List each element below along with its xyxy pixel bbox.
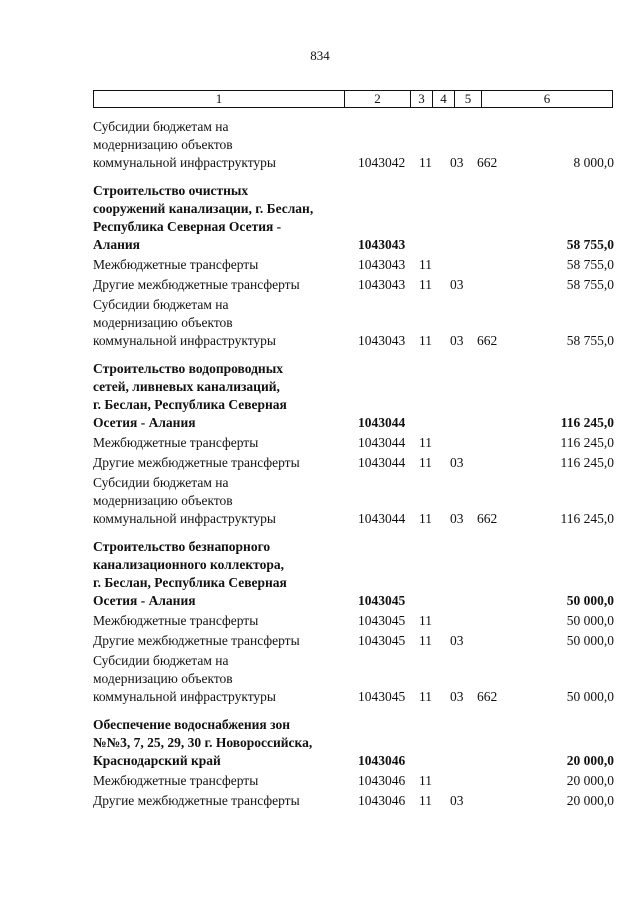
row-name-line: Субсидии бюджетам на xyxy=(93,297,229,312)
row-section: 11 xyxy=(419,455,432,470)
row-code: 1043042 xyxy=(358,155,406,170)
row-name-line: Другие межбюджетные трансферты xyxy=(93,793,300,808)
table-row-section xyxy=(0,360,640,432)
row-code: 1043044 xyxy=(358,455,406,470)
row-code: 1043046 xyxy=(358,753,406,768)
row-name xyxy=(93,792,348,810)
row-name-line: Краснодарский край xyxy=(93,753,221,768)
row-expense-type: 662 xyxy=(477,333,498,348)
row-amount: 116 245,0 xyxy=(560,415,614,430)
table-row-section xyxy=(0,538,640,610)
row-name xyxy=(93,434,348,452)
row-name xyxy=(93,256,348,274)
row-name-line: Субсидии бюджетам на xyxy=(93,653,229,668)
row-code: 1043045 xyxy=(358,633,406,648)
table-row-section xyxy=(0,182,640,254)
row-code: 1043043 xyxy=(358,237,406,252)
row-amount: 58 755,0 xyxy=(566,237,614,252)
row-name-line: г. Беслан, Республика Северная xyxy=(93,397,287,412)
row-name xyxy=(93,276,348,294)
row-name-line: Республика Северная Осетия - xyxy=(93,219,282,234)
table-row xyxy=(0,276,640,294)
table-row xyxy=(0,454,640,472)
row-name-line: Межбюджетные трансферты xyxy=(93,613,259,628)
row-expense-type: 662 xyxy=(477,689,498,704)
row-subsection: 03 xyxy=(450,155,464,170)
row-name-line: Строительство водопроводных xyxy=(93,361,283,376)
row-subsection: 03 xyxy=(450,633,464,648)
row-name xyxy=(93,182,348,254)
row-amount: 20 000,0 xyxy=(566,773,614,788)
row-section: 11 xyxy=(419,793,432,808)
table-row xyxy=(0,118,640,172)
row-name xyxy=(93,632,348,650)
table-row xyxy=(0,772,640,790)
table-header xyxy=(93,90,613,108)
row-code: 1043045 xyxy=(358,689,406,704)
row-name-line: модернизацию объектов xyxy=(93,493,233,508)
row-amount: 50 000,0 xyxy=(566,689,614,704)
row-name-line: Другие межбюджетные трансферты xyxy=(93,633,300,648)
row-subsection: 03 xyxy=(450,333,464,348)
row-name-line: модернизацию объектов xyxy=(93,315,233,330)
row-code: 1043046 xyxy=(358,793,406,808)
row-code: 1043046 xyxy=(358,773,406,788)
row-amount: 50 000,0 xyxy=(566,633,614,648)
row-name xyxy=(93,296,348,350)
row-name xyxy=(93,118,348,172)
row-subsection: 03 xyxy=(450,277,464,292)
row-name-line: Субсидии бюджетам на xyxy=(93,119,229,134)
table-row xyxy=(0,474,640,528)
row-code: 1043044 xyxy=(358,435,406,450)
row-amount: 116 245,0 xyxy=(560,511,614,526)
row-amount: 50 000,0 xyxy=(566,613,614,628)
row-name-line: сетей, ливневых канализаций, xyxy=(93,379,280,394)
row-name-line: канализационного коллектора, xyxy=(93,557,284,572)
row-name-line: Субсидии бюджетам на xyxy=(93,475,229,490)
row-section: 11 xyxy=(419,773,432,788)
row-name-line: сооружений канализации, г. Беслан, xyxy=(93,201,314,216)
header-col-5: 5 xyxy=(455,91,482,107)
table-row xyxy=(0,612,640,630)
row-name-line: Алания xyxy=(93,237,140,252)
row-name xyxy=(93,772,348,790)
row-section: 11 xyxy=(419,633,432,648)
row-name-line: Другие межбюджетные трансферты xyxy=(93,277,300,292)
row-name-line: Межбюджетные трансферты xyxy=(93,257,259,272)
row-code: 1043045 xyxy=(358,613,406,628)
table-row xyxy=(0,256,640,274)
row-amount: 58 755,0 xyxy=(566,257,614,272)
row-name xyxy=(93,454,348,472)
header-col-2: 2 xyxy=(345,91,411,107)
table-row xyxy=(0,632,640,650)
row-name xyxy=(93,474,348,528)
row-section: 11 xyxy=(419,689,432,704)
row-name-line: коммунальной инфраструктуры xyxy=(93,155,276,170)
row-name-line: Строительство безнапорного xyxy=(93,539,271,554)
page-number: 834 xyxy=(310,48,330,63)
row-section: 11 xyxy=(419,333,432,348)
row-name-line: г. Беслан, Республика Северная xyxy=(93,575,287,590)
row-name-line: коммунальной инфраструктуры xyxy=(93,511,276,526)
row-amount: 8 000,0 xyxy=(573,155,614,170)
row-amount: 116 245,0 xyxy=(560,435,614,450)
row-section: 11 xyxy=(419,277,432,292)
row-code: 1043045 xyxy=(358,593,406,608)
row-section: 11 xyxy=(419,155,432,170)
row-section: 11 xyxy=(419,257,432,272)
table-row xyxy=(0,296,640,350)
row-subsection: 03 xyxy=(450,689,464,704)
row-name-line: Межбюджетные трансферты xyxy=(93,773,259,788)
budget-table-body xyxy=(0,118,640,810)
table-row xyxy=(0,652,640,706)
row-name xyxy=(93,716,348,770)
row-name-line: №№3, 7, 25, 29, 30 г. Новороссийска, xyxy=(93,735,313,750)
row-name xyxy=(93,360,348,432)
table-row-section xyxy=(0,716,640,770)
row-section: 11 xyxy=(419,511,432,526)
row-subsection: 03 xyxy=(450,793,464,808)
header-col-1: 1 xyxy=(94,91,345,107)
row-name-line: Межбюджетные трансферты xyxy=(93,435,259,450)
row-name-line: коммунальной инфраструктуры xyxy=(93,333,276,348)
row-name-line: коммунальной инфраструктуры xyxy=(93,689,276,704)
row-name-line: Другие межбюджетные трансферты xyxy=(93,455,300,470)
row-amount: 20 000,0 xyxy=(566,793,614,808)
row-code: 1043043 xyxy=(358,333,406,348)
row-expense-type: 662 xyxy=(477,511,498,526)
row-section: 11 xyxy=(419,613,432,628)
row-name-line: модернизацию объектов xyxy=(93,671,233,686)
row-code: 1043043 xyxy=(358,257,406,272)
row-name xyxy=(93,612,348,630)
row-subsection: 03 xyxy=(450,455,464,470)
row-name-line: Осетия - Алания xyxy=(93,415,196,430)
row-amount: 58 755,0 xyxy=(566,333,614,348)
row-code: 1043043 xyxy=(358,277,406,292)
row-name xyxy=(93,652,348,706)
header-col-4: 4 xyxy=(433,91,455,107)
row-code: 1043044 xyxy=(358,511,406,526)
row-name-line: Строительство очистных xyxy=(93,183,249,198)
row-section: 11 xyxy=(419,435,432,450)
table-row xyxy=(0,434,640,452)
header-col-3: 3 xyxy=(411,91,433,107)
row-expense-type: 662 xyxy=(477,155,498,170)
row-amount: 50 000,0 xyxy=(566,593,614,608)
row-amount: 20 000,0 xyxy=(566,753,614,768)
row-subsection: 03 xyxy=(450,511,464,526)
row-name xyxy=(93,538,348,610)
row-name-line: Осетия - Алания xyxy=(93,593,196,608)
row-code: 1043044 xyxy=(358,415,406,430)
header-col-6: 6 xyxy=(543,91,551,106)
row-amount: 116 245,0 xyxy=(560,455,614,470)
row-name-line: модернизацию объектов xyxy=(93,137,233,152)
table-row xyxy=(0,792,640,810)
row-amount: 58 755,0 xyxy=(566,277,614,292)
row-name-line: Обеспечение водоснабжения зон xyxy=(93,717,290,732)
